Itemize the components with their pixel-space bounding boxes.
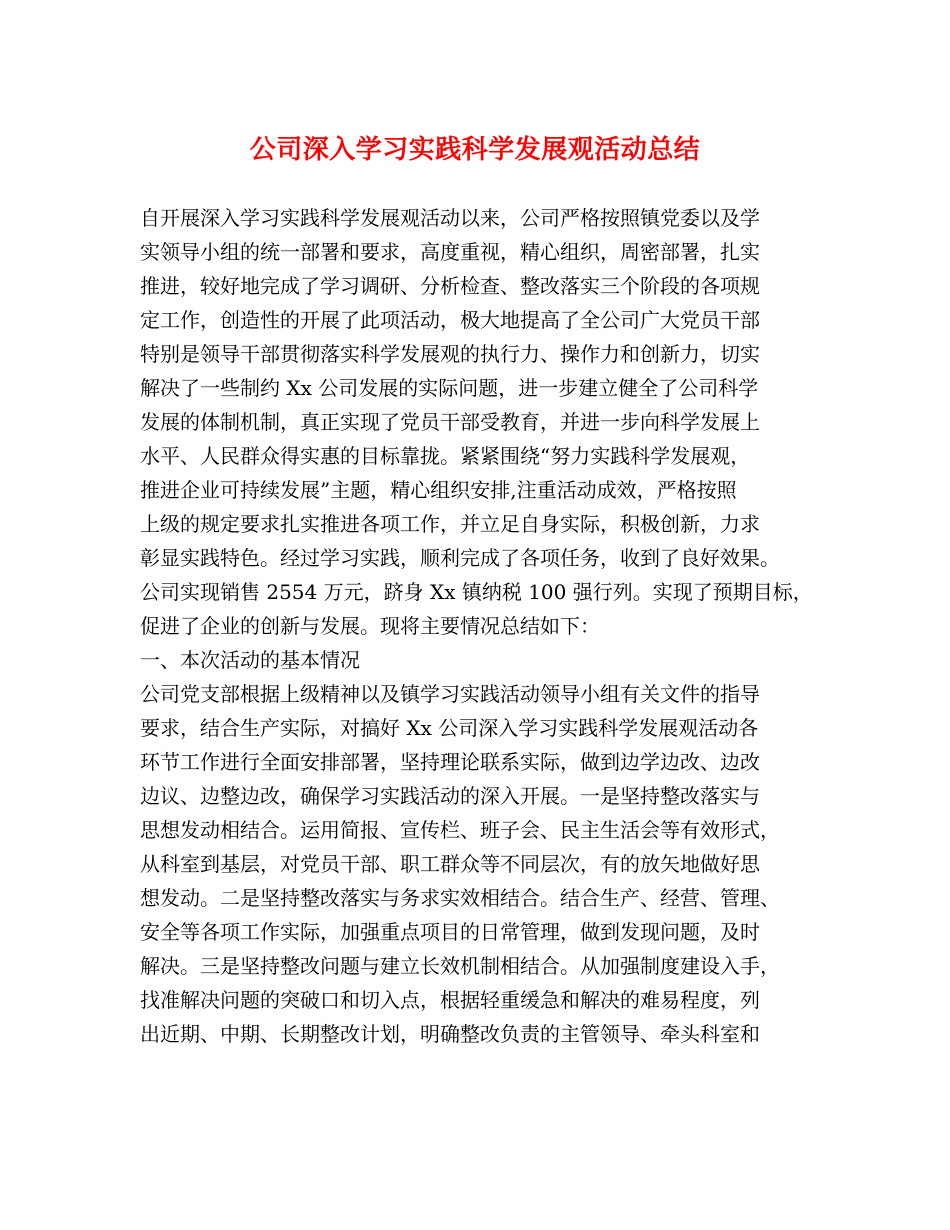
body-line: 想发动。二是坚持整改落实与务求实效相结合。结合生产、经营、管理、 [140, 886, 780, 910]
body-line: 上级的规定要求扎实推进各项工作，并立足自身实际，积极创新，力求 [140, 512, 760, 536]
body-line: 解决。三是坚持整改问题与建立长效机制相结合。从加强制度建设入手， [140, 954, 780, 978]
body-line: 思想发动相结合。运用简报、宣传栏、班子会、民主生活会等有效形式， [140, 818, 780, 842]
body-line: 要求，结合生产实际，对搞好 Xx 公司深入学习实践科学发展观活动各 [140, 716, 759, 740]
body-line: 推进，较好地完成了学习调研、分析检查、整改落实三个阶段的各项规 [140, 274, 760, 298]
body-line: 公司实现销售 2554 万元，跻身 Xx 镇纳税 100 强行列。实现了预期目标， [140, 580, 813, 604]
body-line: 解决了一些制约 Xx 公司发展的实际问题，进一步建立健全了公司科学 [140, 376, 759, 400]
body-line: 边议、边整边改，确保学习实践活动的深入开展。一是坚持整改落实与 [140, 784, 760, 808]
body-line: 发展的体制机制，真正实现了党员干部受教育，并进一步向科学发展上 [140, 410, 760, 434]
body-line: 自开展深入学习实践科学发展观活动以来，公司严格按照镇党委以及学 [140, 206, 760, 230]
document-title: 公司深入学习实践科学发展观活动总结 [249, 135, 701, 165]
body-line: 彰显实践特色。经过学习实践，顺利完成了各项任务，收到了良好效果。 [140, 546, 780, 570]
body-line: 从科室到基层，对党员干部、职工群众等不同层次，有的放矢地做好思 [140, 852, 760, 876]
body-line: 特别是领导干部贯彻落实科学发展观的执行力、操作力和创新力，切实 [140, 342, 760, 366]
body-line: 安全等各项工作实际，加强重点项目的日常管理，做到发现问题，及时 [140, 920, 760, 944]
body-line: 水平、人民群众得实惠的目标靠拢。紧紧围绕“努力实践科学发展观， [140, 444, 751, 468]
document-body [140, 201, 830, 1051]
body-line: 定工作，创造性的开展了此项活动，极大地提高了全公司广大党员干部 [140, 308, 760, 332]
body-line: 找准解决问题的突破口和切入点，根据轻重缓急和解决的难易程度，列 [140, 988, 760, 1012]
body-line: 实领导小组的统一部署和要求，高度重视，精心组织，周密部署，扎实 [140, 240, 760, 264]
body-line: 推进企业可持续发展”主题，精心组织安排,注重活动成效，严格按照 [140, 478, 737, 502]
body-line: 促进了企业的创新与发展。现将主要情况总结如下： [140, 614, 600, 638]
body-line: 环节工作进行全面安排部署，坚持理论联系实际，做到边学边改、边改 [140, 750, 760, 774]
section-heading: 一、本次活动的基本情况 [140, 648, 360, 672]
body-line: 公司党支部根据上级精神以及镇学习实践活动领导小组有关文件的指导 [140, 682, 760, 706]
body-line: 出近期、中期、长期整改计划，明确整改负责的主管领导、牵头科室和 [140, 1022, 760, 1046]
